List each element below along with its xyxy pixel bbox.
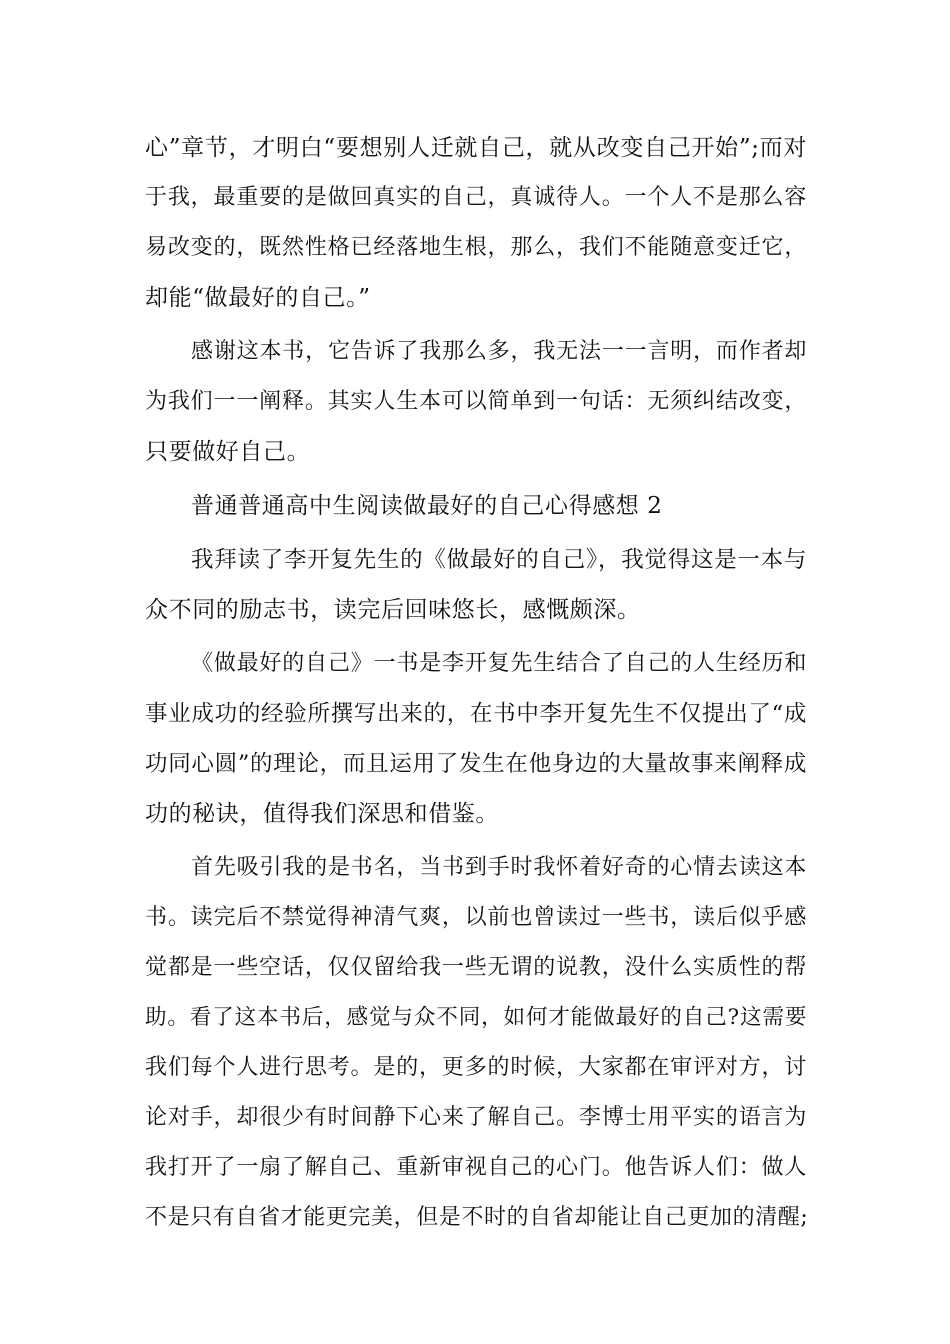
paragraph xyxy=(145,535,807,635)
paragraph xyxy=(145,123,807,323)
text-line: 论对手，却很少有时间静下心来了解自己。李博士用平实的语言为 xyxy=(145,1105,807,1130)
text-line: 心”章节，才明白“要想别人迁就自己，就从改变自己开始”;而对 xyxy=(145,135,807,161)
paragraph xyxy=(145,639,807,839)
text-line: 首先吸引我的是书名，当书到手时我怀着好奇的心情去读这本 xyxy=(191,855,807,880)
paragraph xyxy=(145,843,807,1243)
text-line: 功同心圆”的理论，而且运用了发生在他身边的大量故事来阐释成 xyxy=(145,751,807,777)
text-line: 我们每个人进行思考。是的，更多的时候，大家都在审评对方，讨 xyxy=(145,1055,807,1080)
text-line: 功的秘诀，值得我们深思和借鉴。 xyxy=(145,801,499,827)
text-line: 《做最好的自己》一书是李开复先生结合了自己的人生经历和 xyxy=(191,651,807,676)
text-line: 却能“做最好的自己。” xyxy=(145,285,371,311)
text-line: 为我们一一阐释。其实人生本可以简单到一句话：无须纠结改变， xyxy=(145,389,807,414)
text-line: 事业成功的经验所撰写出来的，在书中李开复先生不仅提出了“成 xyxy=(145,701,807,727)
text-line: 我打开了一扇了解自己、重新审视自己的心门。他告诉人们：做人 xyxy=(145,1155,807,1180)
text-line: 感谢这本书，它告诉了我那么多，我无法一一言明，而作者却 xyxy=(191,339,807,364)
document-body xyxy=(145,123,807,1247)
text-line: 书。读完后不禁觉得神清气爽，以前也曾读过一些书，读后似乎感 xyxy=(145,905,807,930)
paragraph xyxy=(145,327,807,477)
paragraph xyxy=(145,481,807,531)
text-line: 不是只有自省才能更完美，但是不时的自省却能让自己更加的清醒; xyxy=(145,1205,809,1230)
text-line: 只要做好自己。 xyxy=(145,439,311,465)
text-line: 普通普通高中生阅读做最好的自己心得感想 2 xyxy=(191,493,663,519)
text-line: 众不同的励志书，读完后回味悠长，感慨颇深。 xyxy=(145,597,641,623)
text-line: 助。看了这本书后，感觉与众不同，如何才能做最好的自己?这需要 xyxy=(145,1005,807,1030)
text-line: 易改变的，既然性格已经落地生根，那么，我们不能随意变迁它， xyxy=(145,235,807,260)
text-line: 觉都是一些空话，仅仅留给我一些无谓的说教，没什么实质性的帮 xyxy=(145,955,807,980)
text-line: 于我，最重要的是做回真实的自己，真诚待人。一个人不是那么容 xyxy=(145,185,807,210)
text-line: 我拜读了李开复先生的《做最好的自己》，我觉得这是一本与 xyxy=(191,547,807,573)
